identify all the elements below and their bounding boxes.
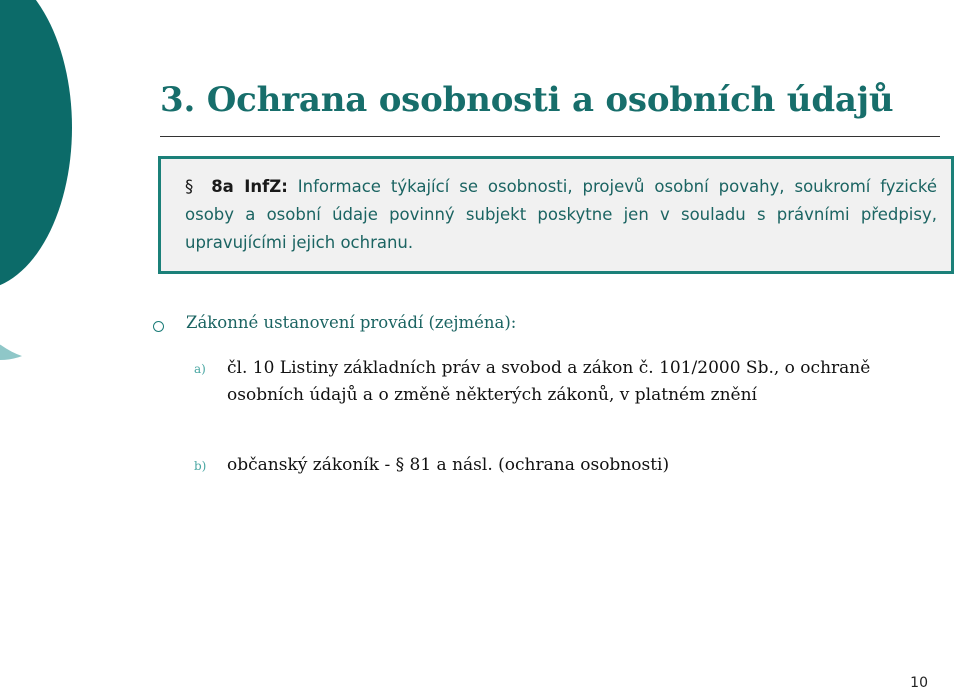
list-marker-a: a) xyxy=(194,362,206,376)
page-number: 10 xyxy=(910,675,928,691)
bullet-text: Zákonné ustanovení provádí (zejména): xyxy=(186,313,517,332)
callout-bold-label: 8a InfZ: xyxy=(211,177,288,196)
circle-bullet-icon xyxy=(153,321,164,332)
slide-title: 3. Ochrana osobnosti a osobních údajů xyxy=(160,80,894,120)
callout-text: Informace týkající se osobnosti, projevů osobní povahy, soukromí fyzické osoby a osobní údaje povinný subjekt poskytne jen v souladu s právními předpisy, upravujícími jejich ochranu. xyxy=(185,177,937,252)
list-item-a: čl. 10 Listiny základních práv a svobod a zákon č. 101/2000 Sb., o ochraně osobních údajů a o změně některých zákonů, v platném znění xyxy=(227,358,871,405)
list-item-b: občanský zákoník - § 81 a násl. (ochrana osobnosti) xyxy=(227,455,670,475)
title-divider xyxy=(160,136,940,137)
callout-box xyxy=(158,156,954,274)
list-marker-b: b) xyxy=(194,459,207,473)
section-sign-icon: § xyxy=(185,177,194,196)
